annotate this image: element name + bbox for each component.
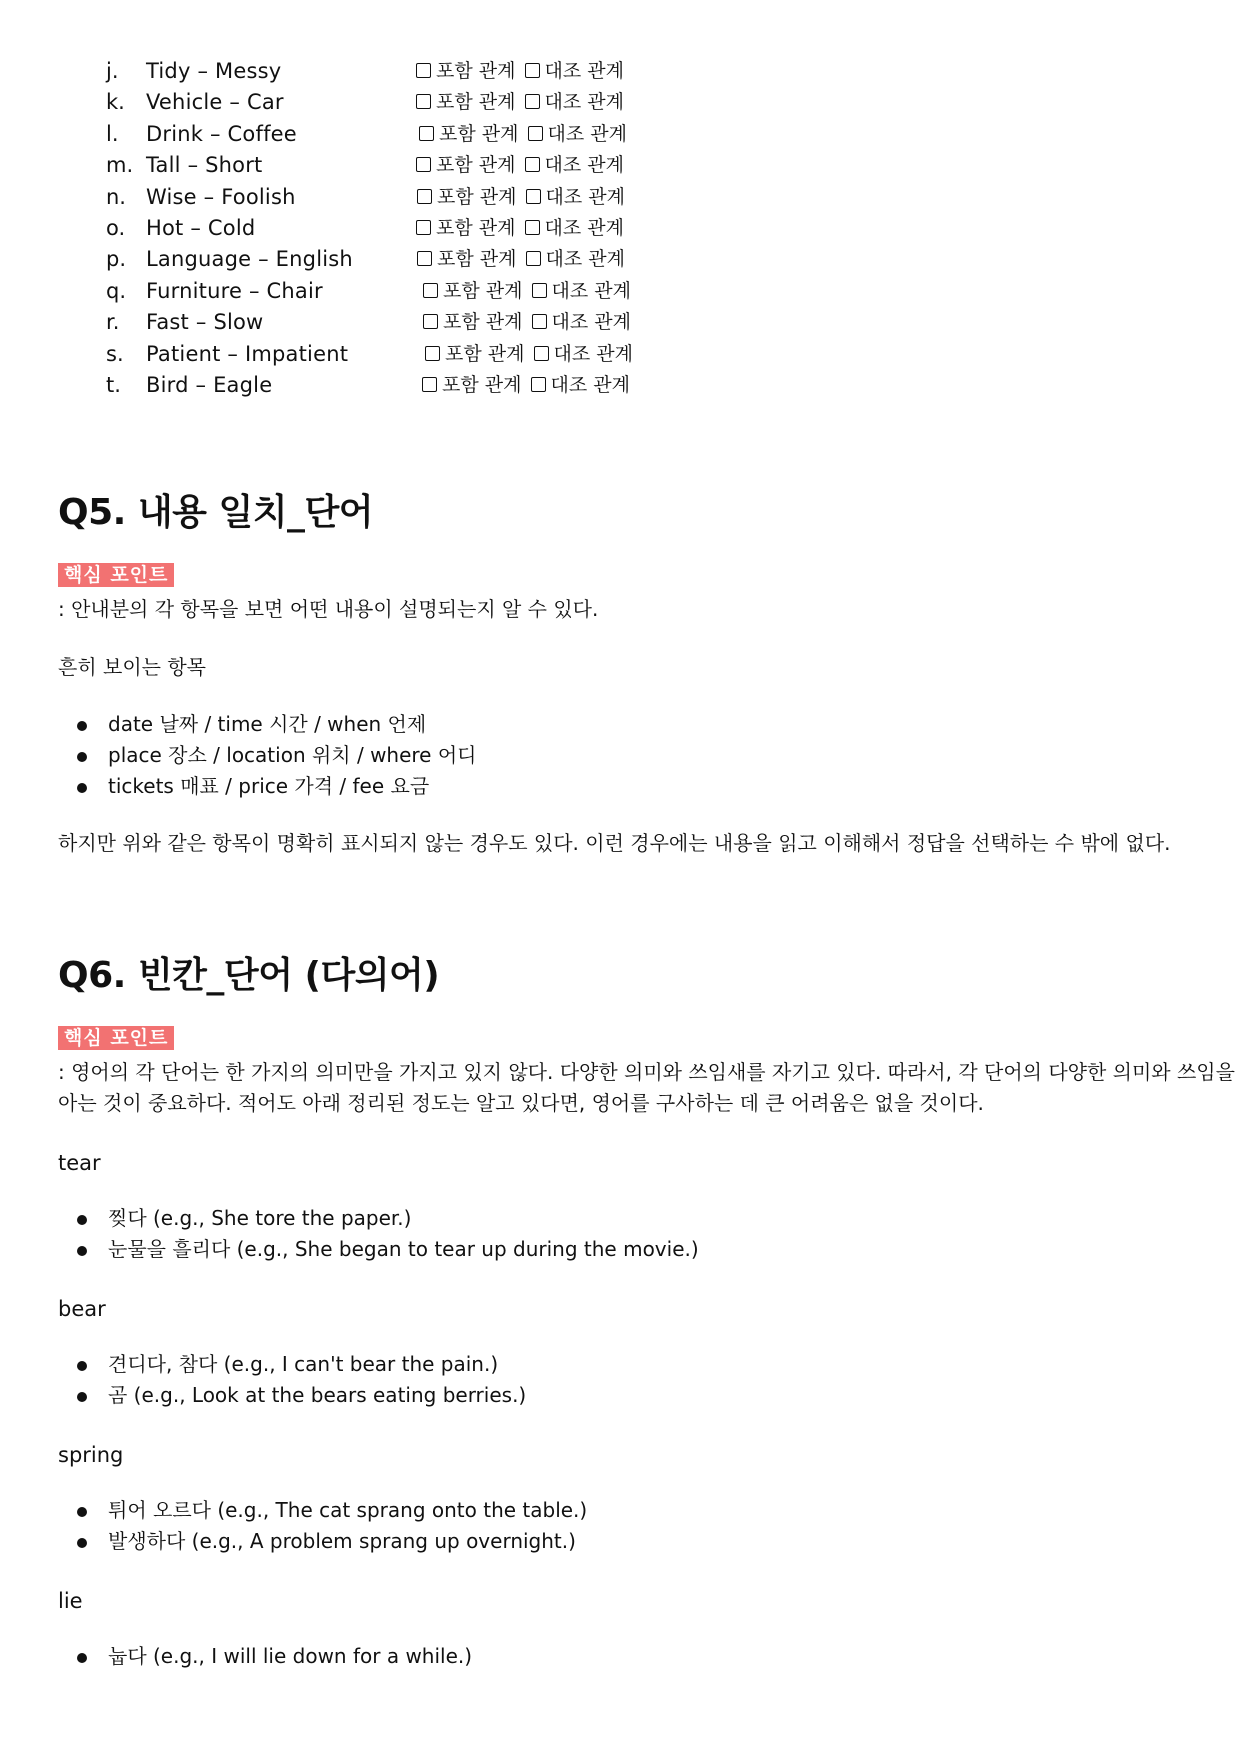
checkbox-contrast[interactable] bbox=[525, 220, 540, 235]
bullet-dot-icon bbox=[77, 1215, 87, 1225]
pair-letter: s. bbox=[106, 341, 124, 366]
checkbox-contrast[interactable] bbox=[528, 126, 543, 141]
checkbox-inclusion[interactable] bbox=[423, 314, 438, 329]
pair-letter: l. bbox=[106, 121, 119, 146]
pair-options bbox=[416, 213, 627, 244]
pair-words: Language – English bbox=[146, 247, 353, 272]
pair-words: Hot – Cold bbox=[146, 215, 256, 240]
pair-words: Tidy – Messy bbox=[146, 59, 282, 83]
pair-options bbox=[423, 276, 634, 307]
pair-letter: o. bbox=[106, 215, 126, 240]
pair-letter: n. bbox=[106, 184, 126, 209]
option-inclusion-label: 포함 관계 bbox=[436, 91, 516, 114]
pair-words: Wise – Foolish bbox=[146, 184, 296, 209]
checkbox-inclusion[interactable] bbox=[416, 157, 431, 172]
list-item-text: 눕다 (e.g., I will lie down for a while.) bbox=[108, 1644, 473, 1668]
list-item-text: 곰 (e.g., Look at the bears eating berries.) bbox=[108, 1383, 527, 1407]
pair-letter: p. bbox=[106, 247, 127, 272]
option-inclusion-label: 포함 관계 bbox=[436, 154, 516, 177]
pair-letter: q. bbox=[106, 278, 127, 303]
list-item-text: 눈물을 흘리다 (e.g., She began to tear up during the movie.) bbox=[108, 1237, 699, 1261]
pair-options bbox=[419, 119, 630, 150]
q6-key-point-text-line2: 아는 것이 중요하다. 적어도 아래 정리된 정도는 알고 있다면, 영어를 구사하는 데 큰 어려움은 없을 것이다. bbox=[58, 1091, 984, 1115]
bullet-dot-icon bbox=[77, 1538, 87, 1548]
list-item-text: tickets 매표 / price 가격 / fee 요금 bbox=[108, 774, 430, 798]
checkbox-contrast[interactable] bbox=[526, 189, 541, 204]
bullet-dot-icon bbox=[77, 783, 87, 793]
bullet-dot-icon bbox=[77, 1392, 87, 1402]
list-item-text: date 날짜 / time 시간 / when 언제 bbox=[108, 712, 427, 736]
q5-subhead: 흔히 보이는 항목 bbox=[58, 655, 206, 679]
bullet-dot-icon bbox=[77, 1246, 87, 1256]
pair-words: Tall – Short bbox=[146, 153, 263, 178]
option-contrast-label: 대조 관계 bbox=[544, 216, 624, 239]
list-item bbox=[58, 709, 477, 740]
list-item-text: 견디다, 참다 (e.g., I can't bear the pain.) bbox=[108, 1352, 499, 1376]
q5-closing-text: 하지만 위와 같은 항목이 명확히 표시되지 않는 경우도 있다. 이런 경우에는 내용을 읽고 이해해서 정답을 선택하는 수 밖에 없다. bbox=[58, 831, 1171, 855]
pair-row bbox=[106, 370, 706, 401]
lie-sense-list bbox=[58, 1641, 472, 1672]
option-inclusion-label: 포함 관계 bbox=[443, 311, 523, 334]
option-contrast-label: 대조 관계 bbox=[551, 279, 631, 302]
checkbox-inclusion[interactable] bbox=[416, 94, 431, 109]
list-item bbox=[58, 1526, 587, 1557]
pair-words: Bird – Eagle bbox=[146, 372, 273, 397]
option-contrast-label: 대조 관계 bbox=[545, 185, 625, 208]
pair-words: Fast – Slow bbox=[146, 310, 264, 335]
list-item bbox=[58, 1380, 526, 1411]
checkbox-contrast[interactable] bbox=[525, 157, 540, 172]
pair-row bbox=[106, 213, 706, 244]
pair-words: Patient – Impatient bbox=[146, 341, 349, 366]
list-item bbox=[58, 771, 477, 802]
option-inclusion-label: 포함 관계 bbox=[436, 60, 516, 82]
q5-title: Q5. 내용 일치_단어 bbox=[58, 492, 374, 533]
checkbox-contrast[interactable] bbox=[525, 63, 540, 78]
checkbox-contrast[interactable] bbox=[532, 314, 547, 329]
checkbox-inclusion[interactable] bbox=[423, 283, 438, 298]
checkbox-contrast[interactable] bbox=[532, 283, 547, 298]
option-inclusion-label: 포함 관계 bbox=[443, 279, 523, 302]
checkbox-inclusion[interactable] bbox=[419, 126, 434, 141]
list-item bbox=[58, 1234, 699, 1265]
checkbox-inclusion[interactable] bbox=[417, 251, 432, 266]
pair-words: Drink – Coffee bbox=[146, 121, 297, 146]
list-item bbox=[58, 1203, 699, 1234]
word-heading-spring: spring bbox=[58, 1443, 124, 1467]
pair-options bbox=[417, 182, 628, 213]
checkbox-inclusion[interactable] bbox=[417, 189, 432, 204]
option-contrast-label: 대조 관계 bbox=[550, 373, 630, 396]
option-contrast-label: 대조 관계 bbox=[544, 60, 624, 82]
checkbox-contrast[interactable] bbox=[531, 377, 546, 392]
q6-key-point-badge: 핵심 포인트 bbox=[58, 1026, 174, 1050]
option-inclusion-label: 포함 관계 bbox=[436, 216, 516, 239]
pair-letter: k. bbox=[106, 90, 125, 115]
bullet-dot-icon bbox=[77, 1653, 87, 1663]
q5-key-point-text: : 안내분의 각 항목을 보면 어떤 내용이 설명되는지 알 수 있다. bbox=[58, 597, 599, 621]
pair-options bbox=[422, 370, 633, 401]
pair-row bbox=[106, 150, 706, 181]
option-contrast-label: 대조 관계 bbox=[553, 342, 633, 365]
list-item-text: place 장소 / location 위치 / where 어디 bbox=[108, 743, 477, 767]
pair-options bbox=[416, 87, 627, 118]
option-contrast-label: 대조 관계 bbox=[551, 311, 631, 334]
option-inclusion-label: 포함 관계 bbox=[445, 342, 525, 365]
pair-row bbox=[106, 87, 706, 118]
pair-letter: m. bbox=[106, 153, 134, 178]
word-pair-list bbox=[106, 56, 706, 401]
option-inclusion-label: 포함 관계 bbox=[437, 248, 517, 271]
checkbox-contrast[interactable] bbox=[526, 251, 541, 266]
pair-row bbox=[106, 56, 706, 87]
tear-sense-list bbox=[58, 1203, 699, 1265]
spring-sense-list bbox=[58, 1495, 587, 1557]
q5-key-point-badge: 핵심 포인트 bbox=[58, 563, 174, 587]
list-item-text: 찢다 (e.g., She tore the paper.) bbox=[108, 1206, 412, 1230]
checkbox-inclusion[interactable] bbox=[425, 346, 440, 361]
pair-options bbox=[423, 307, 634, 338]
pair-letter: t. bbox=[106, 372, 121, 397]
option-contrast-label: 대조 관계 bbox=[547, 122, 627, 145]
bullet-dot-icon bbox=[77, 1361, 87, 1371]
pair-row bbox=[106, 307, 706, 338]
checkbox-inclusion[interactable] bbox=[416, 63, 431, 78]
pair-row bbox=[106, 182, 706, 213]
q5-bullet-list bbox=[58, 709, 477, 802]
bullet-dot-icon bbox=[77, 752, 87, 762]
pair-options bbox=[425, 339, 636, 370]
list-item bbox=[58, 1641, 472, 1672]
list-item bbox=[58, 1349, 526, 1380]
list-item bbox=[58, 740, 477, 771]
word-heading-lie: lie bbox=[58, 1589, 83, 1613]
checkbox-inclusion[interactable] bbox=[416, 220, 431, 235]
pair-row bbox=[106, 276, 706, 307]
bullet-dot-icon bbox=[77, 1507, 87, 1517]
option-inclusion-label: 포함 관계 bbox=[439, 122, 519, 145]
checkbox-inclusion[interactable] bbox=[422, 377, 437, 392]
q6-title: Q6. 빈칸_단어 (다의어) bbox=[58, 955, 440, 996]
pair-words: Furniture – Chair bbox=[146, 278, 323, 303]
option-contrast-label: 대조 관계 bbox=[545, 248, 625, 271]
bullet-dot-icon bbox=[77, 721, 87, 731]
pair-words: Vehicle – Car bbox=[146, 90, 284, 115]
pair-options bbox=[416, 56, 627, 87]
option-inclusion-label: 포함 관계 bbox=[437, 185, 517, 208]
pair-row bbox=[106, 339, 706, 370]
pair-row bbox=[106, 119, 706, 150]
pair-options bbox=[417, 244, 628, 275]
checkbox-contrast[interactable] bbox=[525, 94, 540, 109]
pair-letter: j. bbox=[106, 59, 119, 83]
pair-letter: r. bbox=[106, 310, 120, 335]
pair-row bbox=[106, 244, 706, 275]
q6-key-point-text-line1: : 영어의 각 단어는 한 가지의 의미만을 가지고 있지 않다. 다양한 의미와 쓰임새를 자기고 있다. 따라서, 각 단어의 다양한 의미와 쓰임을 bbox=[58, 1060, 1235, 1084]
list-item-text: 튀어 오르다 (e.g., The cat sprang onto the table.) bbox=[108, 1498, 588, 1522]
option-contrast-label: 대조 관계 bbox=[544, 91, 624, 114]
option-contrast-label: 대조 관계 bbox=[544, 154, 624, 177]
option-inclusion-label: 포함 관계 bbox=[442, 373, 522, 396]
word-heading-bear: bear bbox=[58, 1297, 106, 1321]
list-item-text: 발생하다 (e.g., A problem sprang up overnight.) bbox=[108, 1529, 576, 1553]
word-heading-tear: tear bbox=[58, 1151, 101, 1175]
list-item bbox=[58, 1495, 587, 1526]
bear-sense-list bbox=[58, 1349, 526, 1411]
checkbox-contrast[interactable] bbox=[534, 346, 549, 361]
pair-options bbox=[416, 150, 627, 181]
